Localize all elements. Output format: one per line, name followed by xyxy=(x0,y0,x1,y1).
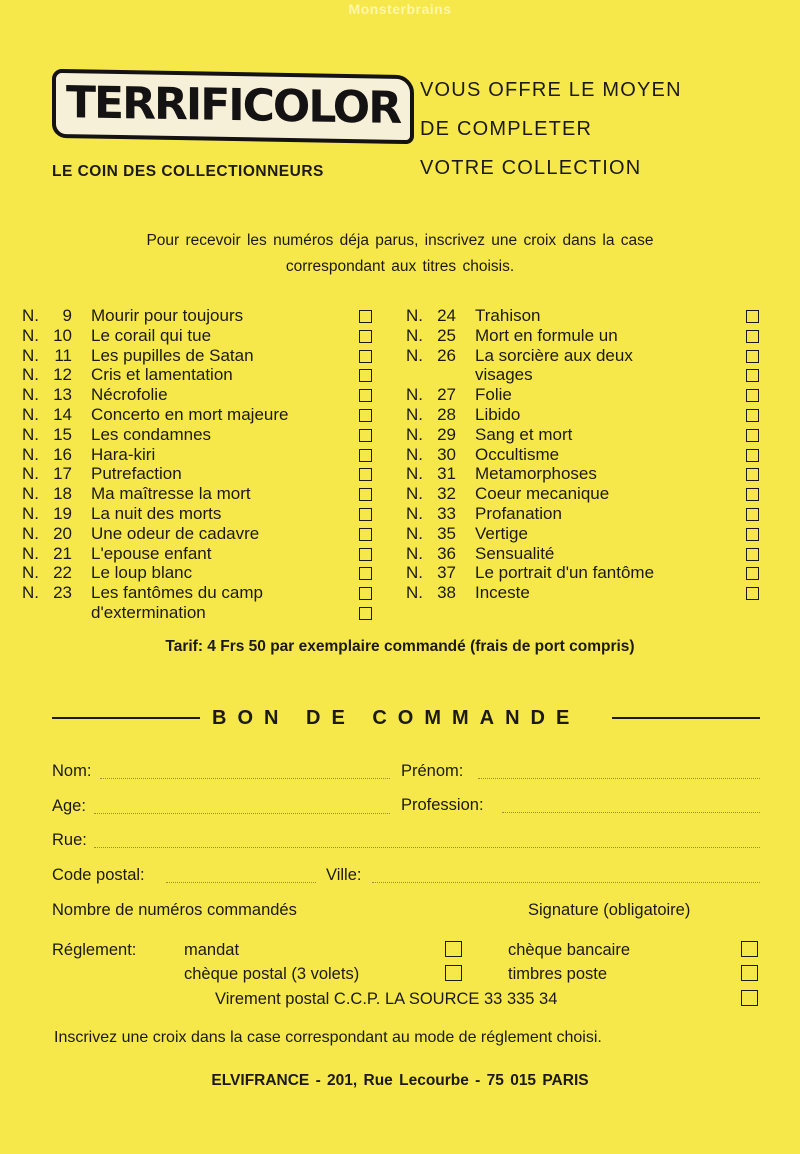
issue-prefix: N. xyxy=(406,424,423,444)
code-postal-label: Code postal: xyxy=(52,866,145,884)
timbres-label: timbres poste xyxy=(508,965,608,983)
issue-prefix: N. xyxy=(406,504,423,523)
ville-field[interactable] xyxy=(372,882,760,883)
issue-prefix: N. xyxy=(406,583,423,603)
issue-row-continued xyxy=(22,603,382,623)
issue-title: Mourir pour toujours xyxy=(91,306,244,325)
issue-row xyxy=(406,583,766,603)
issue-checkbox[interactable] xyxy=(746,409,759,422)
issue-checkbox[interactable] xyxy=(359,567,372,580)
issue-title: Metamorphoses xyxy=(475,464,597,484)
issue-checkbox[interactable] xyxy=(359,468,372,481)
payment-instruction: Inscrivez une croix dans la case correspondant au mode de réglement choisi. xyxy=(54,1029,602,1046)
cheque-postal-label: chèque postal (3 volets) xyxy=(184,965,360,983)
issue-row xyxy=(22,563,382,583)
rue-field[interactable] xyxy=(94,847,760,848)
issue-row xyxy=(22,544,382,564)
offer-line-2: DE COMPLETER xyxy=(420,118,593,140)
issue-title: Sensualité xyxy=(475,543,555,563)
issue-row xyxy=(22,385,382,405)
issue-number: 21 xyxy=(53,543,72,563)
issue-checkbox[interactable] xyxy=(359,548,372,561)
issue-prefix: N. xyxy=(22,563,39,583)
issue-number: 14 xyxy=(53,405,72,424)
issue-row xyxy=(22,405,382,425)
issue-row xyxy=(406,365,766,385)
issue-row xyxy=(22,445,382,465)
issue-prefix: N. xyxy=(22,424,39,444)
issue-prefix: N. xyxy=(406,405,423,424)
issue-checkbox[interactable] xyxy=(746,468,759,481)
issue-number: 13 xyxy=(53,385,72,405)
issue-prefix: N. xyxy=(22,405,39,424)
issue-title: La sorcière aux deux xyxy=(475,345,633,365)
issue-number: 25 xyxy=(437,325,456,345)
issue-prefix: N. xyxy=(22,325,39,345)
issue-checkbox[interactable] xyxy=(359,429,372,442)
issue-prefix: N. xyxy=(406,464,423,484)
issue-prefix: N. xyxy=(406,523,423,543)
issue-title: Une odeur de cadavre xyxy=(91,523,260,543)
issue-prefix: N. xyxy=(22,306,39,325)
issue-title: Nécrofolie xyxy=(91,385,168,405)
issue-number: 37 xyxy=(437,563,456,583)
issue-title: Le portrait d'un fantôme xyxy=(475,563,655,583)
issue-prefix: N. xyxy=(22,543,39,563)
virement-label: Virement postal C.C.P. LA SOURCE 33 335 34 xyxy=(215,990,558,1008)
issue-row xyxy=(22,306,382,326)
issue-prefix: N. xyxy=(22,385,39,405)
signature-label: Signature (obligatoire) xyxy=(528,901,691,919)
cheque-bancaire-label: chèque bancaire xyxy=(508,941,631,959)
issue-checkbox[interactable] xyxy=(746,548,759,561)
issue-title: Inceste xyxy=(475,583,530,603)
title-rule-right xyxy=(612,717,760,719)
issue-checkbox[interactable] xyxy=(746,429,759,442)
issue-checkbox[interactable] xyxy=(746,310,759,323)
issue-prefix: N. xyxy=(406,325,423,345)
issue-row xyxy=(22,583,382,603)
issue-number: 22 xyxy=(53,563,72,583)
cheque-bancaire-checkbox[interactable] xyxy=(741,941,758,957)
issue-row xyxy=(406,504,766,524)
issue-title: Putrefaction xyxy=(91,464,182,484)
issue-checkbox[interactable] xyxy=(746,350,759,363)
issue-row xyxy=(406,425,766,445)
rue-label: Rue: xyxy=(52,831,87,849)
issue-number: 10 xyxy=(53,325,72,345)
issue-title: Libido xyxy=(475,405,521,424)
issue-number: 24 xyxy=(437,306,456,325)
profession-label: Profession: xyxy=(401,796,484,814)
age-label: Age: xyxy=(52,797,86,815)
issue-list-right xyxy=(406,306,766,606)
issue-number: 23 xyxy=(53,583,72,603)
issue-checkbox[interactable] xyxy=(359,508,372,521)
issue-prefix: N. xyxy=(406,385,423,405)
issue-row xyxy=(22,504,382,524)
title-rule-left xyxy=(52,717,200,719)
issue-prefix: N. xyxy=(22,484,39,504)
tarif-text: Tarif: 4 Frs 50 par exemplaire commandé (frais de port compris) xyxy=(165,638,635,655)
issue-prefix: N. xyxy=(22,345,39,365)
issue-number: 28 xyxy=(437,405,456,424)
issue-checkbox[interactable] xyxy=(359,389,372,402)
issue-prefix: N. xyxy=(22,504,39,523)
issue-prefix: N. xyxy=(406,484,423,504)
profession-field[interactable] xyxy=(502,812,760,813)
issue-row xyxy=(22,464,382,484)
issue-title: Vertige xyxy=(475,523,528,543)
issue-checkbox[interactable] xyxy=(359,449,372,462)
issue-title: Cris et lamentation xyxy=(91,365,233,385)
terrificolor-logo xyxy=(52,72,414,141)
issue-number: 31 xyxy=(437,464,456,484)
issue-checkbox[interactable] xyxy=(746,587,759,600)
offer-line-1: VOUS OFFRE LE MOYEN xyxy=(420,79,682,101)
code-postal-field[interactable] xyxy=(166,882,316,883)
issue-row xyxy=(406,385,766,405)
issue-title: Concerto en mort majeure xyxy=(91,405,289,424)
issue-number: 35 xyxy=(437,523,456,543)
issue-prefix: N. xyxy=(406,563,423,583)
issue-number: 32 xyxy=(437,484,456,504)
issue-prefix: N. xyxy=(22,523,39,543)
virement-checkbox[interactable] xyxy=(741,990,758,1006)
issue-title: Sang et mort xyxy=(475,424,573,444)
issue-number: 20 xyxy=(53,523,72,543)
issue-row xyxy=(406,524,766,544)
issue-title: Les condamnes xyxy=(91,424,212,444)
issue-title: Coeur mecanique xyxy=(475,484,610,504)
timbres-checkbox[interactable] xyxy=(741,965,758,981)
issue-prefix: N. xyxy=(406,345,423,365)
logo-text: TERRIFICOLOR xyxy=(52,69,414,144)
issue-title: Hara-kiri xyxy=(91,444,156,464)
issue-prefix: N. xyxy=(406,543,423,563)
issue-number: 30 xyxy=(437,444,456,464)
issue-title: Folie xyxy=(475,385,512,405)
issue-prefix: N. xyxy=(22,464,39,484)
issue-number: 9 xyxy=(62,306,72,325)
issue-row xyxy=(406,445,766,465)
issue-number: 19 xyxy=(53,504,72,523)
issue-row xyxy=(22,365,382,385)
issue-title: Les pupilles de Satan xyxy=(91,345,254,365)
issue-prefix: N. xyxy=(406,306,423,325)
issue-title-continued: d'extermination xyxy=(91,603,206,622)
issue-title: Le corail qui tue xyxy=(91,325,212,345)
issue-title: L'epouse enfant xyxy=(91,543,212,563)
issue-checkbox[interactable] xyxy=(746,567,759,580)
issue-prefix: N. xyxy=(22,583,39,603)
issue-row xyxy=(406,306,766,326)
reglement-label: Réglement: xyxy=(52,941,137,959)
issue-title: Mort en formule un xyxy=(475,325,618,345)
issue-title: Trahison xyxy=(475,306,541,325)
issue-checkbox[interactable] xyxy=(359,528,372,541)
issue-checkbox[interactable] xyxy=(746,330,759,343)
issue-prefix: N. xyxy=(22,365,39,385)
issue-number: 29 xyxy=(437,424,456,444)
issue-checkbox[interactable] xyxy=(359,330,372,343)
issue-row xyxy=(406,464,766,484)
issue-checkbox[interactable] xyxy=(359,409,372,422)
issue-checkbox[interactable] xyxy=(746,389,759,402)
issue-row xyxy=(406,484,766,504)
issue-title: Occultisme xyxy=(475,444,560,464)
issue-checkbox[interactable] xyxy=(359,488,372,501)
issue-row xyxy=(22,326,382,346)
issue-row xyxy=(406,326,766,346)
issue-number: 27 xyxy=(437,385,456,405)
issue-title: La nuit des morts xyxy=(91,504,222,523)
issue-checkbox[interactable] xyxy=(746,369,759,382)
issue-list-left xyxy=(22,306,382,626)
issue-row xyxy=(22,425,382,445)
nombre-label: Nombre de numéros commandés xyxy=(52,901,297,919)
issue-checkbox[interactable] xyxy=(359,310,372,323)
issue-checkbox[interactable] xyxy=(746,508,759,521)
issue-number: 26 xyxy=(437,345,456,365)
issue-number: 17 xyxy=(53,464,72,484)
issue-checkbox[interactable] xyxy=(359,350,372,363)
issue-number: 15 xyxy=(53,424,72,444)
issue-number: 11 xyxy=(54,345,72,365)
issue-number: 12 xyxy=(53,365,72,385)
issue-title: Profanation xyxy=(475,504,562,523)
issue-row xyxy=(406,563,766,583)
issue-title: Les fantômes du camp xyxy=(91,583,263,603)
issue-title: Le loup blanc xyxy=(91,563,193,583)
watermark: Monsterbrains xyxy=(348,1,452,17)
issue-row xyxy=(22,346,382,366)
issue-prefix: N. xyxy=(406,444,423,464)
issue-prefix: N. xyxy=(22,444,39,464)
issue-number: 36 xyxy=(437,543,456,563)
issue-row xyxy=(406,544,766,564)
logo-subtitle: LE COIN DES COLLECTIONNEURS xyxy=(52,163,324,180)
prenom-label: Prénom: xyxy=(401,762,464,780)
offer-line-3: VOTRE COLLECTION xyxy=(420,157,642,179)
issue-title: visages xyxy=(475,365,533,385)
issue-number: 33 xyxy=(437,504,456,523)
issue-number: 18 xyxy=(53,484,72,504)
order-form-title: BON DE COMMANDE xyxy=(212,707,581,729)
nom-field[interactable] xyxy=(100,778,390,779)
issue-checkbox[interactable] xyxy=(359,587,372,600)
issue-number: 16 xyxy=(53,444,72,464)
intro-line-1: Pour recevoir les numéros déja parus, inscrivez une croix dans la case xyxy=(146,232,654,249)
age-field[interactable] xyxy=(94,813,390,814)
issue-row xyxy=(406,405,766,425)
issue-number: 38 xyxy=(437,583,456,603)
issue-checkbox[interactable] xyxy=(746,488,759,501)
nom-label: Nom: xyxy=(52,762,92,780)
issue-row xyxy=(406,346,766,366)
issue-row xyxy=(22,484,382,504)
mandat-label: mandat xyxy=(184,941,240,959)
issue-checkbox[interactable] xyxy=(746,528,759,541)
issue-row xyxy=(22,524,382,544)
ville-label: Ville: xyxy=(326,866,362,884)
mandat-checkbox[interactable] xyxy=(445,941,462,957)
cheque-postal-checkbox[interactable] xyxy=(445,965,462,981)
issue-checkbox[interactable] xyxy=(359,607,372,620)
prenom-field[interactable] xyxy=(478,778,760,779)
issue-title: Ma maîtresse la mort xyxy=(91,484,251,504)
issue-checkbox[interactable] xyxy=(746,449,759,462)
publisher-address: ELVIFRANCE - 201, Rue Lecourbe - 75 015 PARIS xyxy=(211,1072,589,1089)
issue-checkbox[interactable] xyxy=(359,369,372,382)
intro-line-2: correspondant aux titres choisis. xyxy=(285,258,515,275)
